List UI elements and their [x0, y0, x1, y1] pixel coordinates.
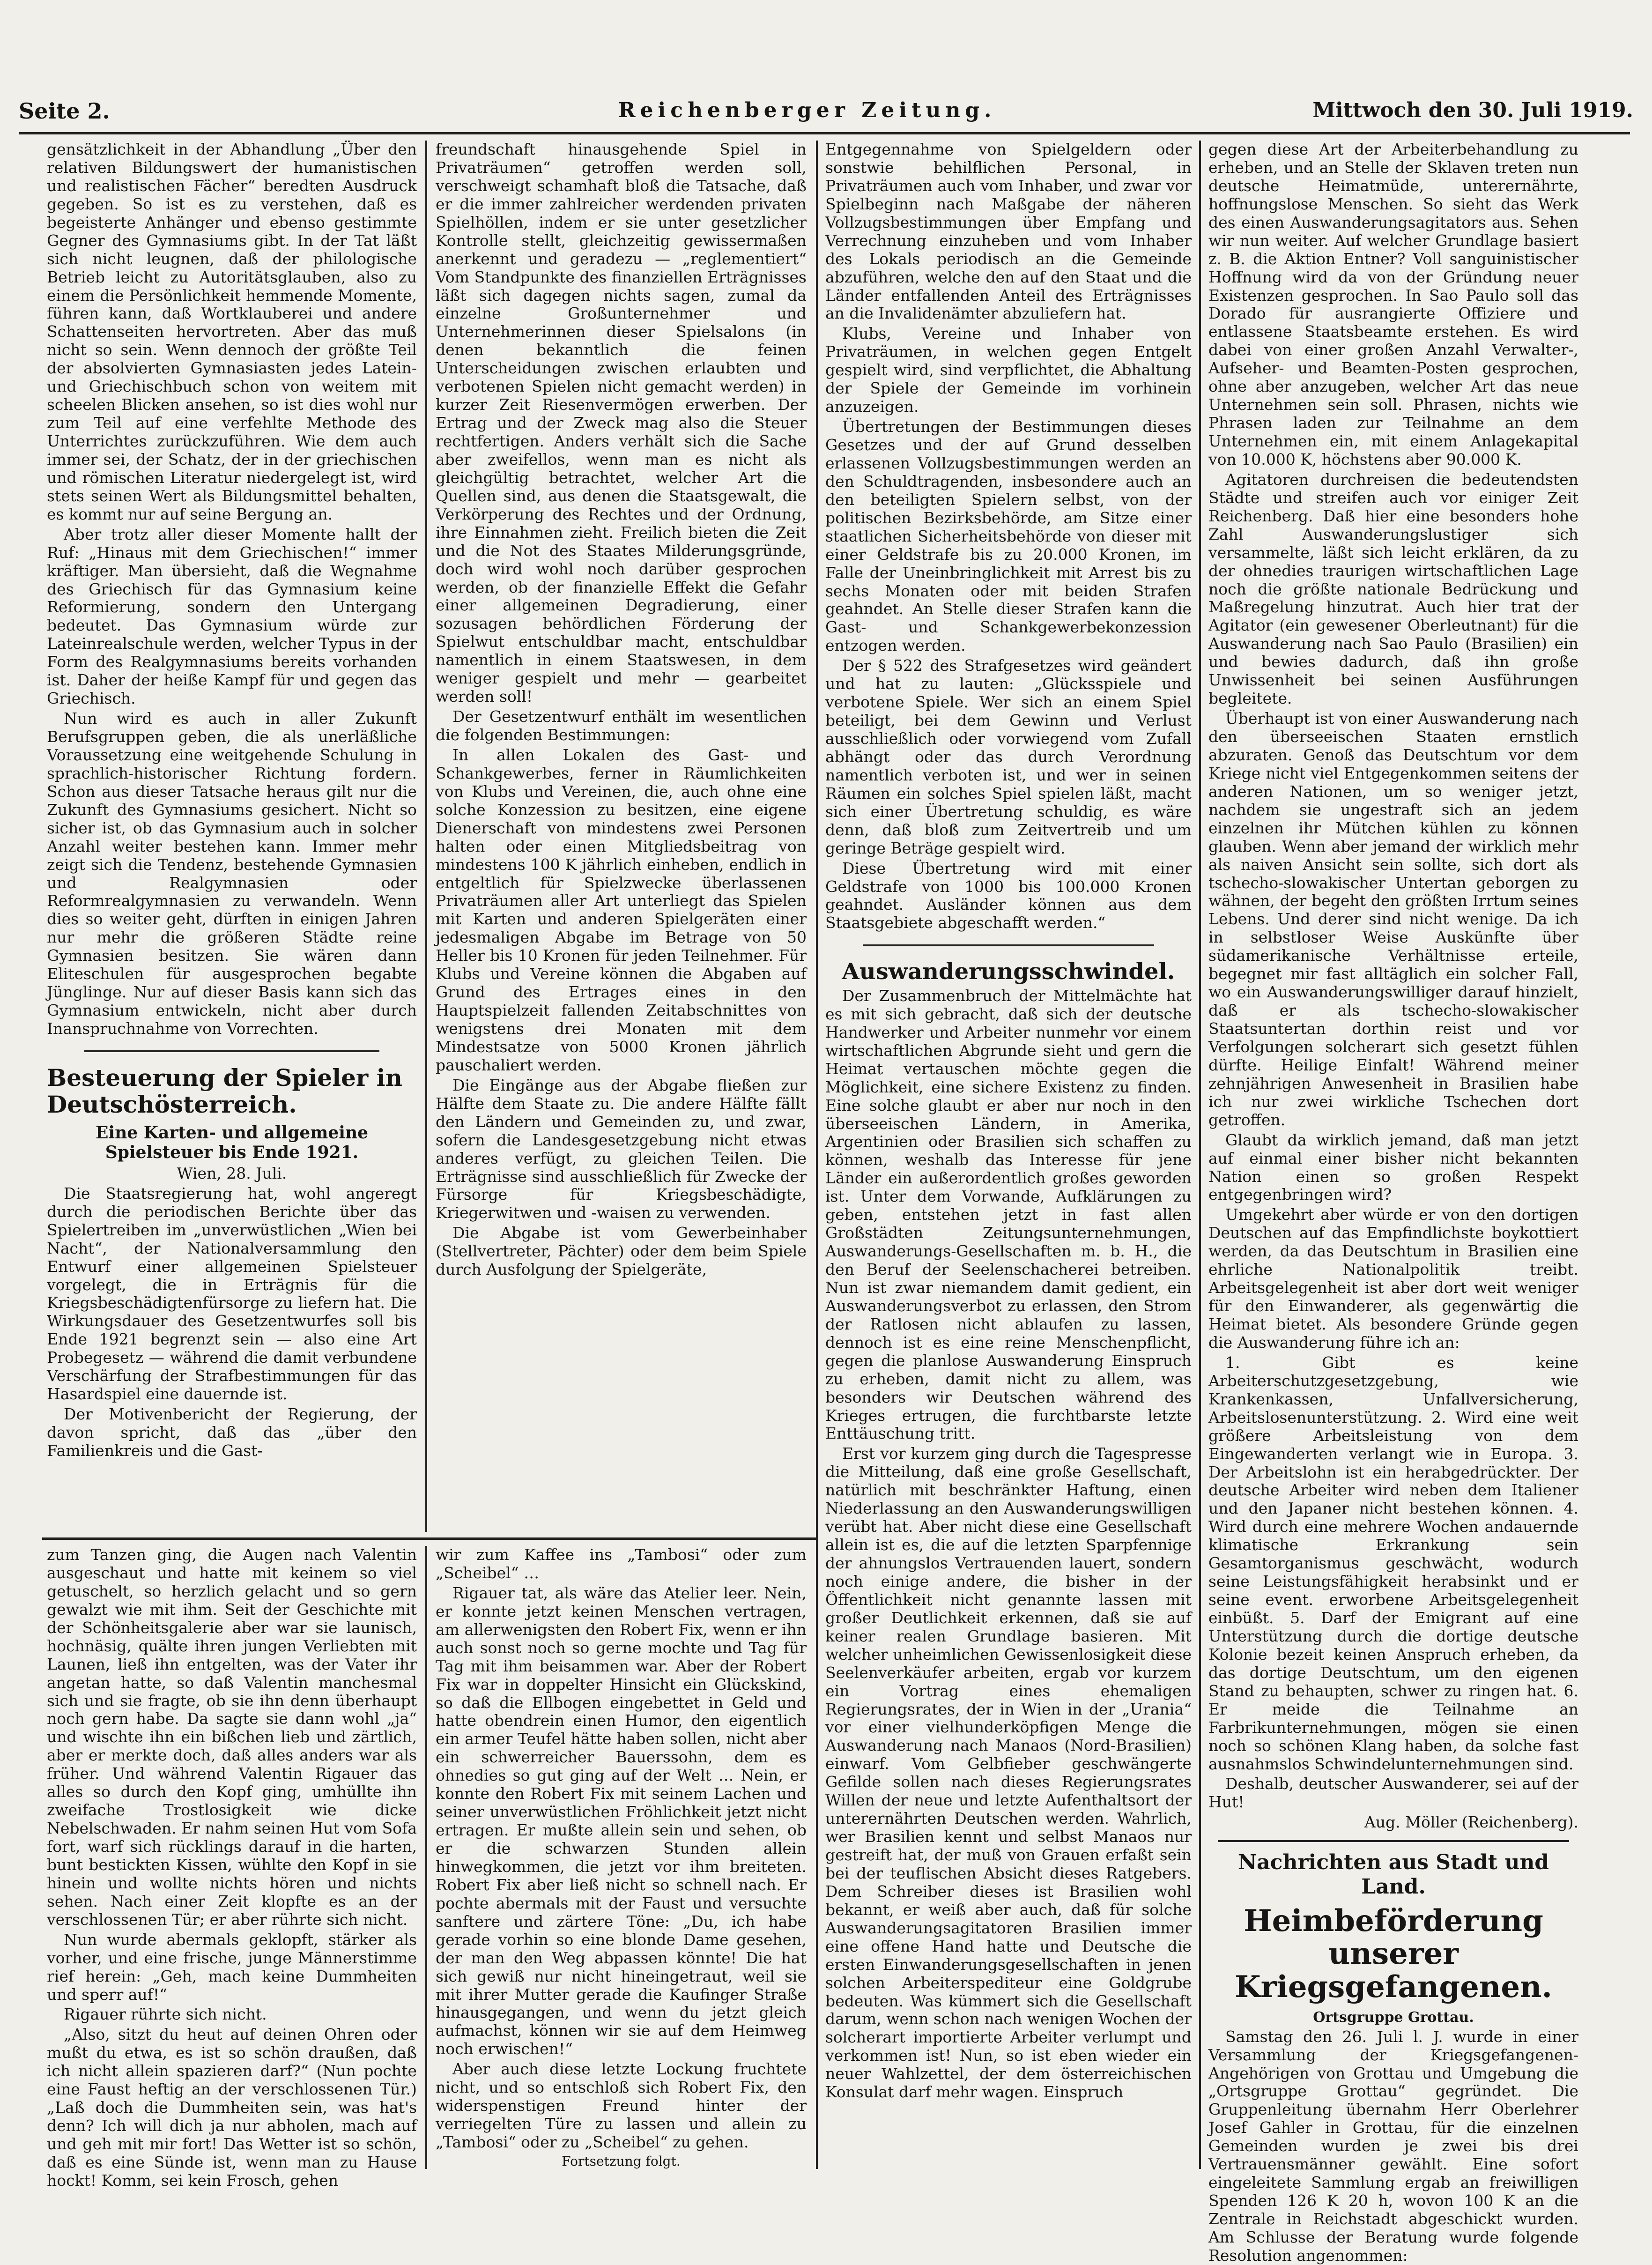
feuilleton-column-1	[47, 1545, 417, 2190]
paragraph: Übertretungen der Bestimmungen dieses Gesetzes und der auf Grund desselben erlassenen Vollzugsbestimmungen werden an den Schuldtragenden, insbesondere auch an den beteiligten Spielern selbst, von der politischen Bezirksbehörde, am Sitze einer staatlichen Sicherheitsbehörde von dieser mit einer Geldstrafe bis zu 20.000 Kronen, im Falle der Uneinbringlichkeit mit Arrest bis zu sechs Monaten oder mit beiden Strafen geahndet. An Stelle dieser Strafen kann die Gast- und Schankgewerbekonzession entzogen werden.	[825, 417, 1192, 655]
paragraph: In allen Lokalen des Gast- und Schankgewerbes, ferner in Räumlichkeiten von Klubs und Vereinen, die, auch ohne eine solche Konzession zu besitzen, eine eigene Dienerschaft von mindestens zwei Personen halten oder einen Mitgliedsbeitrag von mindestens 100 K jährlich einheben, endlich in entgeltlich für Spielzwecke überlassenen Privaträumen aller Art unterliegt das Spielen mit Karten und anderen Spielgeräten einer jedesmaligen Abgabe im Betrage von 50 Heller bis 10 Kronen für jeden Teilnehmer. Für Klubs und Vereine können die Abgaben auf Grund des Ertrages eines in den Hauptspielzeit fallenden Zeitabschnittes von wenigstens drei Monaten mit dem Mindestsatze von 5000 Kronen jährlich pauschaliert werden.	[436, 745, 807, 1074]
paragraph: Entgegennahme von Spielgeldern oder sonstwie behilflichen Personal, in Privaträumen auch vom Inhaber, und zwar vor Spielbeginn nach Maßgabe der näheren Vollzugsbestimmungen über Empfang und Verrechnung einzuheben und vom Inhaber des Lokals periodisch an die Gemeinde abzuführen, welche den auf den Staat und die Länder entfallenden Anteil des Erträgnisses an die Invalidenämter abzuliefern hat.	[825, 140, 1192, 323]
paragraph: Die Staatsregierung hat, wohl angeregt durch die periodischen Berichte über das Spielertreiben im „unverwüstlichen „Wien bei Nacht“, der Nationalversammlung den Entwurf einer allgemeinen Spielsteuer vorgelegt, die in Erträgnis für die Kriegsbeschädigtenfürsorge zu liefern hat. Die Wirkungsdauer des Gesetzentwurfes soll bis Ende 1921 begrenzt sein — also eine Art Probegesetz — während die damit verbundene Verschärfung der Strafbestimmungen für das Hasardspiel eine dauernde ist.	[47, 1184, 417, 1404]
paragraph: Glaubt da wirklich jemand, daß man jetzt auf einmal einer bisher nicht bekannten Nation einen so großen Respekt entgegenbringen wird?	[1208, 1130, 1578, 1204]
page-number: Seite 2.	[19, 98, 110, 124]
paragraph: freundschaft hinausgehende Spiel in Privaträumen“ getroffen werden soll, verschweigt schamhaft bloß die Tatsache, daß er die immer zahlreicher werdenden privaten Spielhöllen, indem er sie unter gesetzlicher Kontrolle stellt, gleichzeitig gewissermaßen anerkennt und geradezu — „reglementiert“ Vom Standpunkte des finanziellen Erträgnisses läßt sich dagegen nichts sagen, zumal da einzelne Großunternehmer und Unternehmerinnen dieser Spielsalons (in denen bekanntlich die feinen Unterscheidungen zwischen erlaubten und verbotenen Spielen nicht gemacht werden) in kurzer Zeit Riesenvermögen erwerben. Der Ertrag und der Zweck mag also die Steuer rechtfertigen. Anders verhält sich die Sache aber zweifellos, wenn man es nicht als gleichgültig betrachtet, welcher Art die Quellen sind, aus denen die Staatsgewalt, die Verkörperung des Rechtes und der Ordnung, ihre Einnahmen zieht. Freilich bieten die Zeit und die Not des Staates Milderungsgründe, doch wird wohl noch darüber gesprochen werden, ob der finanzielle Effekt die Gefahr einer allgemeinen Degradierung, einer sozusagen behördlichen Förderung der Spielwut entschuldbar macht, entschuldbar namentlich in einem Staatswesen, in dem weniger gespielt und mehr — gearbeitet werden soll!	[436, 140, 807, 706]
paragraph: Der Motivenbericht der Regierung, der davon spricht, daß das „über den Familienkreis und die Gast-	[47, 1405, 417, 1460]
column-4	[1208, 140, 1578, 2265]
article-subheadline: Eine Karten- und allgemeine Spielsteuer bis Ende 1921.	[95, 1122, 369, 1163]
issue-date: Mittwoch den 30. Juli 1919.	[1312, 98, 1633, 122]
paragraph: „Also, sitzt du heut auf deinen Ohren oder mußt du etwa, es ist so schön draußen, daß ich nicht allein spazieren darf?“ (Nun pochte eine Faust heftig an der verschlossenen Tür.) „Laß doch die Dummheiten sein, was hat's denn? Ich will dich ja nur abholen, mach auf und geh mit mir fort! Das Wetter ist so schön, daß es eine Sünde ist, wenn man zu Hause hockt! Komm, sei kein Frosch, gehen	[47, 2025, 417, 2190]
column-1	[47, 141, 417, 1534]
paragraph: Umgekehrt aber würde er von den dortigen Deutschen auf das Empfindlichste boykottiert werden, da das Deutschtum in Brasilien eine ehrliche Nationalpolitik treibt. Arbeitsgelegenheit ist aber dort weit weniger für den Einwanderer, als gegenwärtig die Heimat bietet. Als besondere Gründe gegen die Auswanderung führe ich an:	[1208, 1205, 1578, 1352]
section-rule	[1218, 1840, 1569, 1842]
paragraph: Rigauer tat, als wäre das Atelier leer. Nein, er konnte jetzt keinen Menschen vertragen, am allerwenigsten den Robert Fix, wenn er ihn auch sonst noch so gerne mochte und Tag für Tag mit ihm beisammen war. Aber der Robert Fix war in doppelter Hinsicht ein Glückskind, so daß die Ellbogen eingebettet in Geld und hatte obendrein einen Humor, den eigentlich ein armer Teufel hätte haben sollen, nicht aber ein schwerreicher Bauerssohn, dem es ohnedies so gut ging auf der Welt … Nein, er konnte den Robert Fix mit seinem Lachen und seiner unverwüstlichen Fröhlichkeit jetzt nicht ertragen. Er mußte allein sein und sehen, ob er die schwarzen Stunden allein hinwegkommen, die jetzt vor ihm breiteten. Robert Fix aber ließ nicht so schnell nach. Er pochte abermals mit der Faust und versuchte sanftere und zärtere Töne: „Du, ich habe gerade vorhin so eine blonde Dame gesehen, der man den Weg abpassen könnte! Die hat sich gewiß nur nicht hineingetraut, weil sie mit ihrer Mutter gerade die Kaufinger Straße hinausgegangen, und wenn du jetzt gleich aufmachst, können wir sie auf dem Heimweg noch erwischen!“	[436, 1583, 807, 2058]
paragraph: Die Eingänge aus der Abgabe fließen zur Hälfte dem Staate zu. Die andere Hälfte fällt den Ländern und Gemeinden zu, und zwar, sofern die Landesgesetzgebung nicht etwas anderes verfügt, zu gleichen Teilen. Die Erträgnisse sind ausschließlich für Zwecke der Fürsorge für Kriegsbeschädigte, Kriegerwitwen und -waisen zu verwenden.	[436, 1076, 807, 1222]
paragraph: Samstag den 26. Juli l. J. wurde in einer Versammlung der Kriegsgefangenen-Angehörigen von Grottau und Umgebung die „Ortsgruppe Grottau“ gegründet. Die Gruppenleitung übernahm Herr Oberlehrer Josef Gahler in Grottau, für die einzelnen Gemeinden wurden je zwei bis drei Vertrauensmänner gewählt. Eine sofort eingeleitete Sammlung ergab an freiwilligen Spenden 126 K 20 h, wovon 100 K an die Zentrale in Reichstadt abgeschickt wurden. Am Schlusse der Beratung wurde folgende Resolution angenommen:	[1208, 2027, 1578, 2265]
paragraph: zum Tanzen ging, die Augen nach Valentin ausgeschaut und hatte mit keinem so viel getuschelt, so herzlich gelacht und so gern gewalzt wie mit ihm. Seit der Geschichte mit der Schönheitsgalerie aber war sie launisch, hochnäsig, quälte ihren jungen Verliebten mit Launen, ließ ihn entgelten, was der Vater ihr angetan hatte, so daß Valentin manchesmal sich und sie fragte, ob sie ihn denn überhaupt noch gern habe. Da sagte sie dann wohl „ja“ und wischte ihn ein bißchen lieb und zärtlich, aber er merkte doch, daß alles anders war als früher. Und während Valentin Rigauer das alles so durch den Kopf ging, umhüllte ihn zweifache Trostlosigkeit wie dicke Nebelschwaden. Er nahm seinen Hut vom Sofa fort, warf sich rücklings darauf in die harten, bunt bestickten Kissen, wühlte den Kopf in sie hinein und wollte nichts hören und nichts sehen. Nach einer Zeit klopfte es an der verschlossenen Tür; er aber rührte sich nicht.	[47, 1545, 417, 1929]
header-rule	[19, 132, 1630, 134]
paragraph: Klubs, Vereine und Inhaber von Privaträumen, in welchen gegen Entgelt gespielt wird, sind verpflichtet, die Abhaltung der Spiele der Gemeinde im vorhinein anzuzeigen.	[825, 324, 1192, 416]
paragraph: gensätzlichkeit in der Abhandlung „Über den relativen Bildungswert der humanistischen und realistischen Fächer“ beredten Ausdruck gegeben. So ist es zu verstehen, daß es begeisterte Anhänger und ebenso gestimmte Gegner des Gymnasiums gibt. In der Tat läßt sich nicht leugnen, daß der philologische Betrieb leicht zu Autoritätsglauben, also zu einem die Persönlichkeit hemmende Momente, führen kann, daß Wortklauberei und andere Schattenseiten hervortreten. Aber das muß nicht so sein. Wenn dennoch der größte Teil der absolvierten Gymnasiasten jedes Latein- und Griechischbuch schon von weitem mit scheelen Blicken ansehen, so ist dies wohl nur zum Teil auf eine verfehlte Methode des Unterrichtes zurückzuführen. Wie dem auch immer sei, der Schatz, der in der griechischen und römischen Literatur niedergelegt ist, wird stets seinen Wert als Bildungsmittel behalten, es kommt nur auf seine Bergung an.	[47, 140, 417, 523]
paragraph: Agitatoren durchreisen die bedeutendsten Städte und streifen auch vor einiger Zeit Reichenberg. Daß hier eine besonders hohe Zahl Auswanderungslustiger sich versammelte, läßt sich leicht erklären, da zu der ohnedies traurigen wirtschaftlichen Lage noch die größte nationale Bedrückung und Maßregelung hinzutrat. Auch hier trat der Agitator (ein gewesener Oberleutnant) für die Auswanderung nach Sao Paulo (Brasilien) ein und bewies dadurch, daß ihn große Unwissenheit bei seinen Ausführungen begleitete.	[1208, 470, 1578, 708]
section-rule	[84, 1050, 379, 1052]
feuilleton-rule	[42, 1537, 816, 1540]
paragraph: Der § 522 des Strafgesetzes wird geändert und hat zu lauten: „Glücksspiele und verbotene Spiele. Wer sich an einem Spiel beteiligt, bei dem Gewinn und Verlust ausschließlich oder vorwiegend vom Zufall abhängt oder das durch Verordnung namentlich verboten ist, und wer in seinen Räumen ein solches Spiel spielen läßt, macht sich einer Übertretung schuldig, es wäre denn, daß bloß zum Zeitvertreib und um geringe Beträge gespielt wird.	[825, 656, 1192, 857]
dateline: Wien, 28. Juli.	[177, 1164, 287, 1182]
column-divider	[816, 141, 818, 2169]
column-divider	[1199, 141, 1201, 2169]
paragraph: Die Abgabe ist vom Gewerbeinhaber (Stellvertreter, Pächter) oder dem beim Spiele durch Ausfolgung der Spielgeräte,	[436, 1224, 807, 1279]
paragraph: Deshalb, deutscher Auswanderer, sei auf der Hut!	[1208, 1775, 1578, 1812]
article-headline: Auswanderungsschwindel.	[842, 958, 1175, 985]
paragraph: 1. Gibt es keine Arbeiterschutzgesetzgebung, wie Krankenkassen, Unfallversicherung, Arbeitslosenunterstützung. 2. Wird eine weit größere Arbeitsleistung von dem Eingewanderten verlangt wie in Europa. 3. Der Arbeitslohn ist ein herabgedrückter. Der deutsche Arbeiter wird neben dem Italiener und den Japaner nicht bestehen können. 4. Wird durch eine mehrere Wochen andauernde klimatische Erkrankung sein Gesamtorganismus geschwächt, wodurch seine Leistungsfähigkeit herabsinkt und er seine event. erworbene Arbeitsgelegenheit einbüßt. 5. Darf der Emigrant auf eine Unterstützung durch die dortige deutsche Kolonie bezeit keinen Anspruch erheben, da das dortige Deutschtum, um den eigenen Stand zu behaupten, schwer zu ringen hat. 6. Er meide die Teilnahme an Farbrikunternehmungen, mögen sie einen noch so schönen Klang haben, da solche fast ausnahmslos Schwindelunternehmungen sind.	[1208, 1353, 1578, 1773]
continuation-note: Fortsetzung folgt.	[562, 2153, 681, 2169]
paragraph: Nun wurde abermals geklopft, stärker als vorher, und eine frische, junge Männerstimme rief herein: „Geh, mach keine Dummheiten und sperr auf!“	[47, 1930, 417, 2004]
paragraph: Diese Übertretung wird mit einer Geldstrafe von 1000 bis 100.000 Kronen geahndet. Ausländer können aus dem Staatsgebiete abgeschafft werden.“	[825, 859, 1192, 932]
column-divider	[425, 141, 427, 1532]
article-subheadline: Ortsgruppe Grottau.	[1313, 2009, 1474, 2026]
section-heading: Nachrichten aus Stadt und Land.	[1237, 1850, 1549, 1899]
paragraph: Rigauer rührte sich nicht.	[64, 2005, 267, 2024]
paragraph: Überhaupt ist von einer Auswanderung nach den überseeischen Staaten ernstlich abzuraten. Genoß das Deutschtum vor dem Kriege nicht viel Entgegenkommen seitens der anderen Nationen, um so weniger jetzt, nachdem sie ungestraft sich an jedem einzelnen ihr Mütchen kühlen zu können glauben. Wenn aber jemand der wirklich mehr als naiven Ansicht sein sollte, sich dort als tschecho-slowakischer Untertan geborgen zu wähnen, der begeht den größten Irrtum seines Lebens. Und derer sind nicht wenige. Da ich in selbstloser Weise Auskünfte über südamerikanische Verhältnisse erteile, begegnet mir fast alltäglich ein solcher Fall, wo ein Auswanderungswilliger darauf hinzielt, daß er als tschecho-slowakischer Staatsuntertan dorthin reist und vor Verfolgungen solcherart sich gesetzt fühlen dürfte. Heilige Einfalt! Während meiner zehnjährigen Anwesenheit in Brasilien habe ich nur zwei wirkliche Tschechen dort getroffen.	[1208, 709, 1578, 1129]
paragraph: gegen diese Art der Arbeiterbehandlung zu erheben, und an Stelle der Sklaven treten nun deutsche Heimatmüde, unterernährte, hoffnungslose Menschen. So sieht das Werk des einen Auswanderungsagitators aus. Sehen wir nun weiter. Auf welcher Grundlage basiert z. B. die Aktion Entner? Voll sanguinistischer Hoffnung wird da von der Gründung neuer Existenzen gesprochen. In Sao Paulo soll das Dorado für ausrangierte Offiziere und entlassene Staatsbeamte erstehen. Es wird dabei von einer großen Anzahl Verwalter-, Aufseher- und Beamten-Posten gesprochen, ohne aber anzugeben, welcher Art das neue Unternehmen sein soll. Phrasen, nichts wie Phrasen laden zur Teilnahme an dem Unternehmen ein, mit einem Anlagekapital von 10.000 K, höchstens aber 90.000 K.	[1208, 140, 1578, 468]
paragraph: Aber auch diese letzte Lockung fruchtete nicht, und so entschloß sich Robert Fix, den widerspenstigen Freund hinter der verriegelten Türe zu lassen und allein zu „Tambosi“ oder zu „Scheibel“ zu gehen.	[436, 2060, 807, 2151]
paragraph: Der Gesetzentwurf enthält im wesentlichen die folgenden Bestimmungen:	[436, 707, 807, 744]
section-rule	[863, 944, 1154, 946]
paragraph: wir zum Kaffee ins „Tambosi“ oder zum „Scheibel“ …	[436, 1545, 807, 1582]
column-divider	[425, 1546, 427, 2169]
column-3	[825, 141, 1192, 2169]
author-signature: Aug. Möller (Reichenberg).	[1364, 1813, 1578, 1832]
paragraph: Der Zusammenbruch der Mittelmächte hat es mit sich gebracht, daß sich der deutsche Handwerker und Arbeiter nunmehr vor einem wirtschaftlichen Abgrunde sieht und gern die Heimat vertauschen möchte gegen die Möglichkeit, eine sichere Existenz zu finden. Eine solche glaubt er aber nur noch in den überseeischen Ländern, in Amerika, Argentinien oder Brasilien sich schaffen zu können, weshalb das Interesse für jene Länder ein außerordentlich großes geworden ist. Unter dem Vorwande, Aufklärungen zu geben, entstehen jetzt in fast allen Großstädten Zeitungsunternehmungen, Auswanderungs-Gesellschaften m. b. H., die den Beruf der Seelenschacherei betreiben. Nun ist zwar niemandem damit gedient, ein Auswanderungsverbot zu erlassen, den Strom der Ratlosen nicht ablaufen zu lassen, dennoch ist es eine reine Menschenpflicht, gegen die planlose Auswanderung Einspruch zu erheben, damit nicht zu allem, was besonders wir Deutschen während des Krieges ertrugen, die furchtbarste letzte Enttäuschung tritt.	[825, 986, 1192, 1443]
newspaper-title: Reichenberger Zeitung.	[618, 98, 996, 122]
feuilleton-column-2	[436, 1546, 807, 2169]
paragraph: Nun wird es auch in aller Zukunft Berufsgruppen geben, die als unerläßliche Voraussetzung eine weitgehende Schulung in sprachlich-historischer Richtung fordern. Schon aus dieser Tatsache heraus gilt nur die Zukunft des Gymnasiums gesichert. Nicht so sicher ist, ob das Gymnasium auch in solcher Anzahl weiter bestehen kann. Immer mehr zeigt sich die Tendenz, bestehende Gymnasien und Realgymnasien oder Reformrealgymnasien zu verwandeln. Wenn dies so weiter geht, dürften in einigen Jahren nur mehr die größeren Städte reine Gymnasien besitzen. Sie wären dann Eliteschulen für ausgesprochen begabte Jünglinge. Nur auf dieser Basis kann sich das Gymnasium entwickeln, nicht aber durch Inanspruchnahme von Vorrechten.	[47, 709, 417, 1038]
paragraph: Erst vor kurzem ging durch die Tagespresse die Mitteilung, daß eine große Gesellschaft, natürlich mit beschränkter Haftung, einen Niederlassung an den Auswanderungswilligen verübt hat. Aber nicht diese eine Gesellschaft allein ist es, die auf die letzten Sparpfennige der ahnungslos Vertrauenden lauert, sondern noch einige andere, die bisher in der Öffentlichkeit nicht genannte lassen mit großer Deutlichkeit erkennen, daß sie auf keiner realen Grundlage basieren. Mit welcher unheimlichen Gewissenlosigkeit diese Seelenverkäufer arbeiten, ergab vor kurzem ein Vortrag eines ehemaligen Regierungsrates, der in Wien in der „Urania“ vor einer vielhunderköpfigen Menge die Auswanderung nach Manaos (Nord-Brasilien) einwarf. Vom Gelbfieber geschwängerte Gefilde sollen nach dieses Regierungsrates Willen der neue und letzte Aufenthaltsort der unterernährten Deutschen werden. Wahrlich, wer Brasilien kennt und selbst Manaos nur gestreift hat, der muß von Grauen erfaßt sein bei der teuflischen Absicht dieses Ratgebers. Dem Schreiber dieses ist Brasilien wohl bekannt, er weiß aber auch, daß für solche Auswanderungsagitatoren Brasilien immer eine offene Hand hatte und Deutsche die ersten Einwanderungsgesellschaften in jenen solchen Arbeiterspediteur eine Goldgrube bedeuten. Was kümmert sich die Gesellschaft darum, wenn schon nach wenigen Wochen der solcherart importierte Arbeiter verlumpt und verkommen ist! Nun, so ist eben wieder ein neuer Wahlzettel, der dem österreichischen Konsulat darf mehr wagen. Einspruch	[825, 1444, 1192, 2102]
paragraph: Aber trotz aller dieser Momente hallt der Ruf: „Hinaus mit dem Griechischen!“ immer kräftiger. Man übersieht, daß die Wegnahme des Griechisch für das Gymnasium keine Reformierung, sondern den Untergang bedeutet. Das Gymnasium würde zur Lateinrealschule werden, welcher Typus in der Form des Realgymnasiums bereits vorhanden ist. Daher der heiße Kampf für und gegen das Griechisch.	[47, 525, 417, 708]
column-2	[436, 141, 807, 1534]
article-headline: Besteuerung der Spieler in Deutschösterreich.	[47, 1063, 403, 1119]
article-headline: Heimbeförderung unserer Kriegsgefangenen.	[1235, 1903, 1552, 2005]
